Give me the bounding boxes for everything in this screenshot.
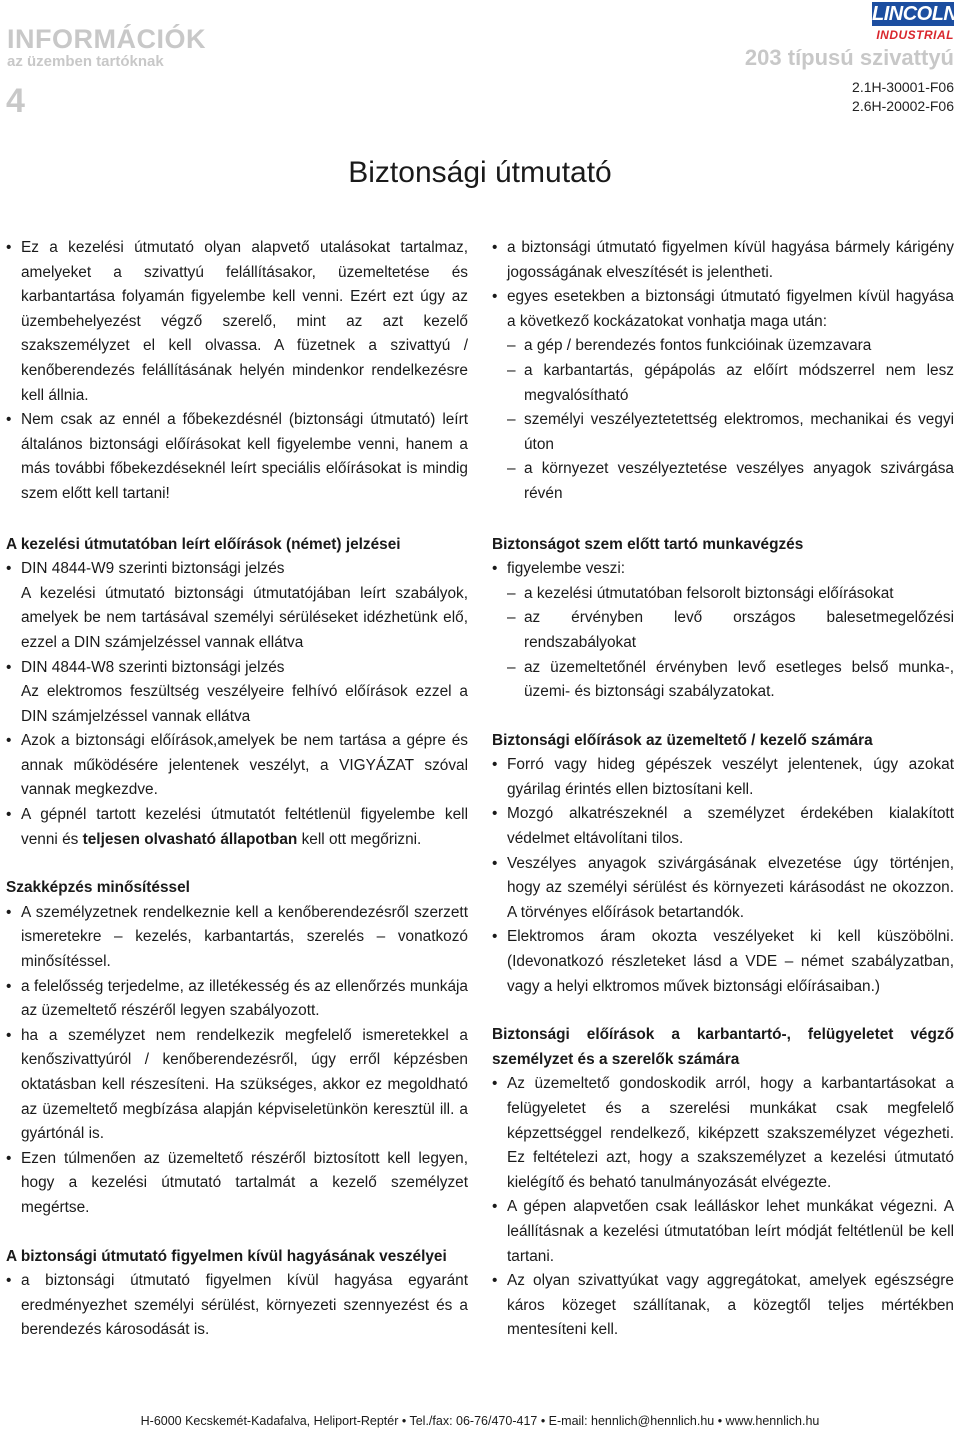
operator-item-1: • Forró vagy hideg gépészek veszélyt jelentenek, úgy azokat gyárilag érintés ellen biztosítani kell. bbox=[492, 753, 954, 802]
maintenance-item-1: • Az üzemeltető gondoskodik arról, hogy a karbantartásokat a felügyeletet és a szerelési munkákat csak megfelelő képzettséggel rendelkező, kiképzett szakszemélyzet végezheti. Ez feltételezi azt, hogy a szakszemélyzet a kezelési útmutató kielégítő és beható tanulmányozását elvégezte. bbox=[492, 1072, 954, 1195]
sign-item-4-bold: teljesen olvasható állapotban bbox=[82, 830, 298, 848]
maintenance-item-3: • Az olyan szivattyúkat vagy aggregátokat, amelyek egészségre káros közeget szállítanak, a közegtől teljes mértékben mentesíteni kell. bbox=[492, 1269, 954, 1343]
chapter-number: 4 bbox=[6, 82, 25, 120]
qualification-heading: Szakképzés minősítéssel bbox=[6, 879, 190, 897]
risk-item-3: – személyi veszélyeztetettség elektromos, mechanikai és vegyi úton bbox=[492, 408, 954, 457]
document-code-2: 2.6H-20002-F06 bbox=[852, 98, 954, 114]
awareness-item-1: • figyelembe veszi: bbox=[492, 557, 954, 582]
operator-item-3: • Veszélyes anyagok szivárgásának elvezetése úgy történjen, hogy az személyi sérülést és környezeti kárásodást ne okozzon. A törvényes előírások betartandók. bbox=[492, 852, 954, 926]
consequence-item-2: • egyes esetekben a biztonsági útmutató figyelmen kívül hagyása a következő kockázatokat vonhatja maga után: bbox=[492, 285, 954, 334]
footer-contact: H-6000 Kecskemét-Kadafalva, Heliport-Reptér • Tel./fax: 06-76/470-417 • E-mail: hennlich@hennlich.hu • www.hennlich.hu bbox=[140, 1414, 820, 1428]
sign-item-2-description: Az elektromos feszültség veszélyeire felhívó előírások ezzel a DIN számjelzéssel vannak ellátva bbox=[21, 683, 468, 725]
qualification-item-3: • ha a személyzet nem rendelkezik megfelelő ismeretekkel a kenőszivattyúról / kenőberendezésről, úgy erről képzésben oktatásban kell részesíteni. Ha szükséges, akkor ez megoldható az üzemeltető megbízása alapján képviseletünkön keresztül ill. a gyártónál is. bbox=[6, 1024, 468, 1147]
logo-wordmark: LINCOLN bbox=[872, 3, 958, 25]
awareness-dash-1: – a kezelési útmutatóban felsorolt biztonsági előírásokat bbox=[492, 582, 954, 607]
operator-item-4: • Elektromos áram okozta veszélyeket ki kell küszöbölni. (Idevonatkozó részleteket lásd a VDE – német szabályzatban, vagy a helyi elktromos művek biztonsági előírásaiban.) bbox=[492, 925, 954, 999]
logo-subtitle: INDUSTRIAL bbox=[876, 28, 954, 42]
right-column bbox=[492, 236, 954, 1343]
awareness-heading: Biztonságot szem előtt tartó munkavégzés bbox=[492, 535, 804, 553]
awareness-dash-2: – az érvényben levő országos balesetmegelőzési rendszabályokat bbox=[492, 606, 954, 655]
page-title: Biztonsági útmutató bbox=[348, 156, 612, 189]
risk-item-1: – a gép / berendezés fontos funkcióinak üzemzavara bbox=[492, 334, 954, 359]
operator-heading: Biztonsági előírások az üzemeltető / kezelő számára bbox=[492, 731, 873, 749]
sign-item-3: • Azok a biztonsági előírások,amelyek be nem tartása a gépre és annak működésére jelentenek veszélyt, a VIGYÁZAT szóval vannak megkezdve. bbox=[6, 729, 468, 803]
qualification-item-1: • A személyzetnek rendelkeznie kell a kenőberendezésről szerzett ismeretekre – kezelés, karbantartás, szerelés – vonatkozó minősítéssel. bbox=[6, 901, 468, 975]
sign-item-4 bbox=[6, 803, 468, 852]
sign-item-1: • DIN 4844-W9 szerinti biztonsági jelzés bbox=[6, 557, 468, 582]
awareness-dash-3: – az üzemeltetőnél érvényben levő esetleges belső munka-, üzemi- és biztonsági szabályzatokat. bbox=[492, 656, 954, 705]
maintenance-item-2: • A gépen alapvetően csak leálláskor lehet munkákat végezni. A leállításnak a kezelési útmutatóban leírt módját feltétlenül be kell tartani. bbox=[492, 1195, 954, 1269]
qualification-item-2: • a felelősség terjedelme, az illetékesség és az ellenőrzés munkája az üzemeltető részéről legyen szabályozott. bbox=[6, 975, 468, 1024]
maintenance-heading: Biztonsági előírások a karbantartó-, felügyeletet végző személyzet és a szerelők számára bbox=[492, 1026, 954, 1068]
risk-item-2: – a karbantartás, gépápolás az előírt módszerrel nem lesz megvalósítható bbox=[492, 359, 954, 408]
danger-item-1: • a biztonsági útmutató figyelmen kívül hagyása egyaránt eredményezhet személyi sérülést, környezeti szennyezést és a berendezés károsodását is. bbox=[6, 1269, 468, 1343]
consequence-item-1: • a biztonsági útmutató figyelmen kívül hagyása bármely kárigény jogosságának elveszítését is jelentheti. bbox=[492, 236, 954, 285]
operator-item-2: • Mozgó alkatrészeknél a személyzet érdekében kialakított védelmet eltávolítani tilos. bbox=[492, 802, 954, 851]
danger-heading: A biztonsági útmutató figyelmen kívül hagyásának veszélyei bbox=[6, 1247, 447, 1265]
section-title: INFORMÁCIÓK bbox=[7, 24, 206, 54]
left-column bbox=[6, 236, 468, 1343]
intro-paragraph-1: • Ez a kezelési útmutató olyan alapvető utalásokat tartalmaz, amelyeket a szivattyú felállításakor, üzemeltetése és karbantartása folyamán figyelembe kell venni. Ezért ezt úgy az üzembehelyezést végző szerelő, mint az azt kezelő szakszemélyzet el kell olvassa. A füzetnek a szivattyú / kenőberendezés felállításának helyén mindenkor rendelkezésre kell állnia. bbox=[6, 236, 468, 408]
sign-item-1-description: A kezelési útmutató biztonsági útmutatójában leírt szabályok, amelyek be nem tartásával személyi sérüléseket idézhetünk elő, ezzel a DIN számjelzéssel vannak ellátva bbox=[21, 584, 468, 651]
risk-item-4: – a környezet veszélyeztetése veszélyes anyagok szivárgása révén bbox=[492, 457, 954, 506]
document-code-1: 2.1H-30001-F06 bbox=[852, 79, 954, 95]
sign-item-4-text-b: kell ott megőrizni. bbox=[297, 830, 422, 848]
section-subtitle: az üzemben tartóknak bbox=[7, 53, 164, 70]
qualification-item-4: • Ezen túlmenően az üzemeltető részéről biztosított kell legyen, hogy a kezelési útmutató tartalmát a kezelő személyzet megértse. bbox=[6, 1147, 468, 1221]
lincoln-logo bbox=[872, 2, 958, 42]
sign-item-4-text-a: A gépnél tartott kezelési útmutatót feltétlenül figyelembe kell venni és bbox=[21, 806, 468, 848]
sign-item-2: • DIN 4844-W8 szerinti biztonsági jelzés bbox=[6, 656, 468, 681]
intro-paragraph-2: • Nem csak az ennél a főbekezdésnél (biztonsági útmutató) leírt általános biztonsági előírásokat kell figyelembe venni, hanem a más további főbekezdéseknél leírt speciális előírásokat is mindig szem előtt kell tartani! bbox=[6, 408, 468, 506]
signs-heading: A kezelési útmutatóban leírt előírások (német) jelzései bbox=[6, 535, 401, 553]
pump-type: 203 típusú szivattyú bbox=[744, 45, 954, 70]
